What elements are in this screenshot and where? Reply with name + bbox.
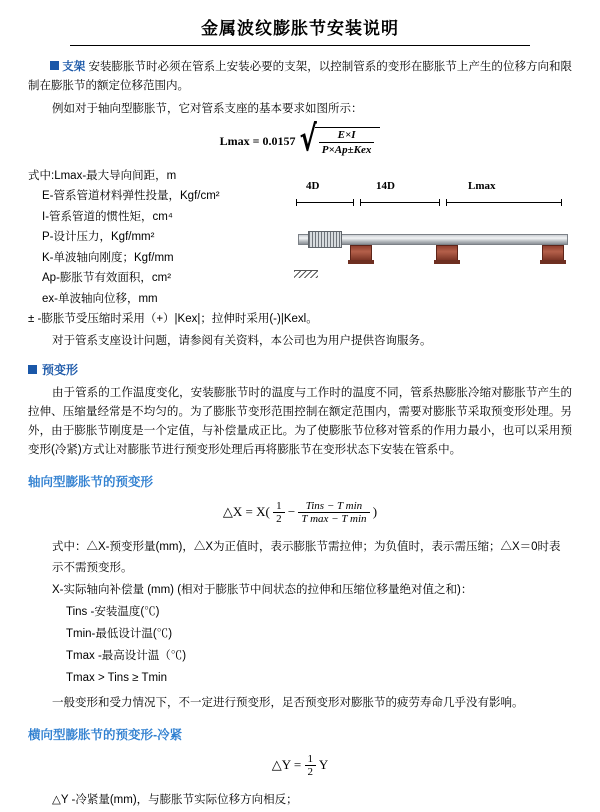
axial-note: Tmax > Tins ≥ Tmin [66, 671, 167, 684]
sqrt-icon: √ [299, 119, 317, 160]
legend-item: 式中:Lmax-最大导向间距，m [28, 169, 177, 182]
bracket-paragraph-1: 安装膨胀节时必须在管系上安装必要的支架，以控制管系的变形在膨胀节上产生的位移方向和限制在膨胀节的额定位移范围内。 [28, 61, 573, 92]
figure-label-14d: 14D [376, 179, 395, 192]
lateral-note: △Y -冷紧量(mm)，与膨胀节实际位移方向相反； [52, 794, 298, 807]
figure-area [286, 166, 572, 290]
axial-predeform-closing: 一般变形和受力情况下，不一定进行预变形，足否预变形对膨胀节的疲劳寿命几乎没有影响。 [52, 697, 524, 710]
predeform-heading-label: 预变形 [42, 362, 79, 377]
axial-note: Tmin-最低设计温(℃) [66, 627, 173, 640]
lateral-formula-lhs: △Y = [271, 757, 302, 773]
axial-predeform-heading: 轴向型膨胀节的预变形 [28, 474, 154, 489]
lmax-formula-lhs: Lmax = 0.0157 [219, 133, 296, 148]
legend-figure-row [28, 166, 572, 330]
predeform-section-heading [28, 361, 572, 378]
axial-note: 式中：△X-预变形量(mm)，△X为正值时，表示膨胀节需拉伸；为负值时，表示需压缩；△X＝0时表示不需预变形。 [52, 540, 561, 575]
axial-note: X-实际轴向补偿量 (mm) (相对于膨胀节中间状态的拉伸和压缩位移量绝对值之和)： [52, 584, 473, 597]
figure-label-lmax: Lmax [468, 179, 496, 192]
axial-predeform-formula [28, 500, 572, 525]
legend-item: ± -膨胀节受压缩时采用（+）|Kex|；拉伸时采用(-)|Kexl。 [28, 313, 318, 326]
lateral-predeform-heading: 横向型膨胀节的预变形-冷紧 [28, 728, 183, 743]
legend-item: K-单波轴向刚度；Kgf/mm [42, 251, 174, 264]
legend-item: Ap-膨胀节有效面积，cm² [42, 272, 172, 285]
sqrt-group [299, 119, 380, 160]
dimension-line-lmax [446, 202, 562, 203]
figure-label-4d: 4D [306, 179, 320, 192]
figure-dimension-lines [290, 198, 570, 208]
legend-item: ex-单波轴向位移，mm [42, 292, 158, 305]
pipe-support-3 [542, 245, 564, 261]
axial-formula-half: $\frac{1}{2}$ [273, 500, 285, 525]
expansion-joint-figure [290, 180, 570, 290]
axial-formula-lhs: △X = X( [222, 503, 270, 519]
legend-item: I-管系管道的惯性矩，cm⁴ [42, 210, 173, 223]
dimension-line-14d [360, 202, 440, 203]
lmax-formula [28, 119, 572, 160]
dimension-line-4d [296, 202, 354, 203]
figure-labels [290, 180, 570, 198]
legend-item: P-设计压力，Kgf/mm² [42, 231, 155, 244]
bracket-section-first-paragraph [28, 58, 572, 96]
axial-formula-rhs: ) [372, 503, 378, 519]
bellows-element [308, 231, 342, 248]
axial-predeform-notes [28, 537, 572, 690]
lmax-formula-numerator: E×I [319, 129, 375, 143]
legend-item: E-管系管道材料弹性投量，Kgf/cm² [42, 190, 220, 203]
document-body [0, 58, 600, 812]
lateral-formula-half: $\frac{1}{2}$ [305, 753, 317, 778]
lateral-predeform-note-wrap [28, 790, 572, 812]
pipe-support-2 [436, 245, 458, 261]
pipe-support-1 [350, 245, 372, 261]
document-page [0, 14, 600, 807]
axial-note: Tins -安装温度(℃) [66, 606, 160, 619]
pipe-schematic [290, 210, 570, 282]
axial-formula-minus: − [287, 503, 296, 519]
lmax-formula-denominator: P×Ap±Kex [321, 143, 372, 156]
axial-note: Tmax -最高设计温（℃) [66, 649, 187, 662]
bracket-heading: 支架 [62, 61, 86, 73]
page-title: 金属波纹膨胀节安装说明 [201, 19, 399, 38]
predeform-paragraph: 由于管系的工作温度变化，安装膨胀节时的温度与工作时的温度不同，管系热膨胀冷缩对膨胀节产生的拉伸、压缩量经常是不均匀的。为了膨胀节变形范围控制在额定范围内，需要对膨胀节采取预变形处理。另外，由于膨胀节刚度是一个定值，与补偿量成正比。为了使膨胀节位移对管系的作用力最小，也可以采用预变形(冷紧)方式让对膨胀节进行预变形处理后再将膨胀节在变形状态下安装在管系中。 [28, 386, 572, 456]
square-bullet-icon [28, 365, 37, 374]
title-divider [70, 45, 530, 46]
anchor-hatching-left [294, 270, 318, 278]
axial-formula-temp-ratio: $\frac{\text{Tins − T min}}{\text{T max − T min}}$ [298, 500, 369, 525]
bracket-closing-paragraph: 对于管系支座设计问题，请参阅有关资料，本公司也为用户提供咨询服务。 [52, 334, 432, 347]
lateral-formula-rhs: Y [318, 757, 329, 773]
lateral-predeform-formula [28, 753, 572, 778]
bracket-paragraph-2: 例如对于轴向型膨胀节，它对管系支座的基本要求如图所示： [52, 102, 363, 115]
